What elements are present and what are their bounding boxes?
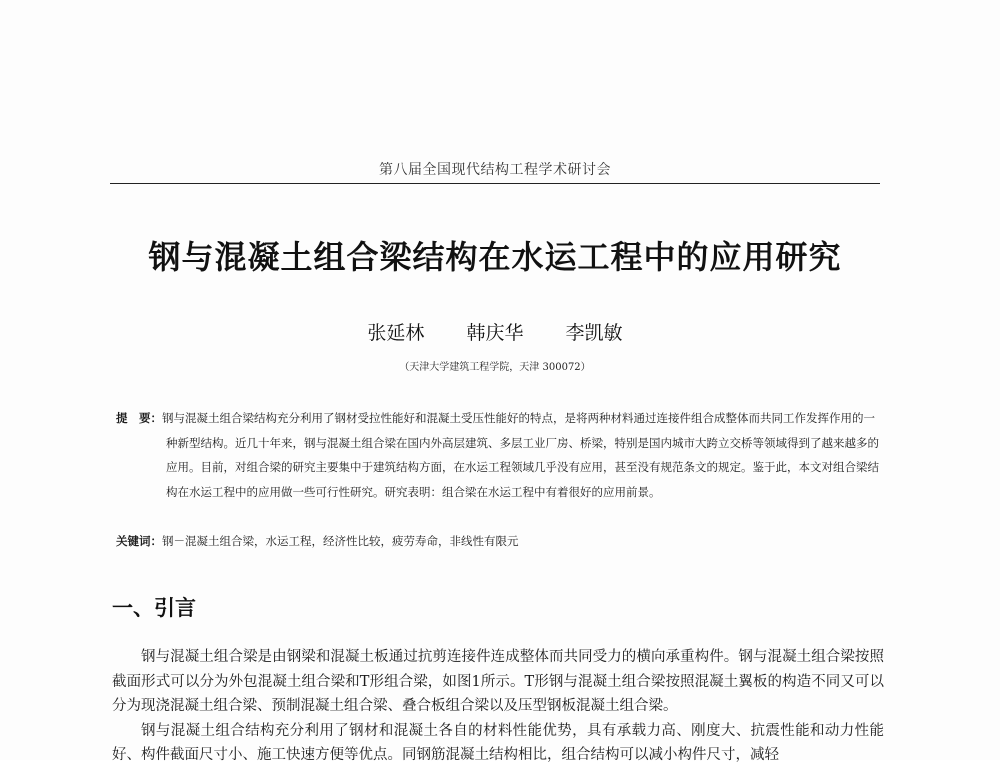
abstract-label: 提 要： — [116, 411, 162, 425]
abstract-paragraph — [116, 406, 884, 504]
keywords-block — [116, 533, 884, 549]
author-name: 韩庆华 — [466, 322, 524, 344]
paper-title: 钢与混凝土组合梁结构在水运工程中的应用研究 — [148, 238, 842, 276]
body-text — [112, 645, 884, 768]
author-name: 李凯敏 — [565, 322, 623, 344]
author-name: 张延林 — [367, 322, 425, 344]
body-paragraph: 钢与混凝土组合梁是由钢梁和混凝土板通过抗剪连接件连成整体而共同受力的横向承重构件。钢与混凝土组合梁按照截面形式可以分为外包混凝土组合梁和T形组合梁，如图1所示。T形钢与混凝土组合梁按照混凝土翼板的构造不同又可以分为现浇混凝土组合梁、预制混凝土组合梁、叠合板组合梁以及压型钢板混凝土组合梁。 — [112, 649, 884, 714]
abstract-block — [116, 406, 884, 504]
author-list — [110, 318, 880, 345]
body-paragraph: 钢与混凝土组合结构充分利用了钢材和混凝土各自的材料性能优势，具有承载力高、刚度大、抗震性能和动力性能好、构件截面尺寸小、施工快速方便等优点。同钢筋混凝土结构相比，组合结构可以减小构件尺寸，减轻 — [112, 722, 884, 763]
affiliation: （天津大学建筑工程学院，天津 300072） — [399, 362, 591, 373]
running-header: 第八届全国现代结构工程学术研讨会 — [379, 162, 611, 178]
header-rule — [110, 183, 880, 184]
abstract-text: 钢与混凝土组合梁结构充分利用了钢材受拉性能好和混凝土受压性能好的特点，是将两种材料通过连接件组合成整体而共同工作发挥作用的一种新型结构。近几十年来，钢与混凝土组合梁在国内外高层建筑、多层工业厂房、桥梁，特别是国内城市大跨立交桥等领域得到了越来越多的应用。目前，对组合梁的研究主要集中于建筑结构方面，在水运工程领域几乎没有应用，甚至没有规范条文的规定。鉴于此，本文对组合梁结构在水运工程中的应用做一些可行性研究。研究表明：组合梁在水运工程中有着很好的应用前景。 — [162, 411, 879, 499]
section-heading: 一、引言 — [112, 596, 196, 620]
keywords-label: 关键词： — [116, 534, 162, 548]
keywords-text: 钢－混凝土组合梁，水运工程，经济性比较，疲劳寿命，非线性有限元 — [162, 534, 519, 548]
